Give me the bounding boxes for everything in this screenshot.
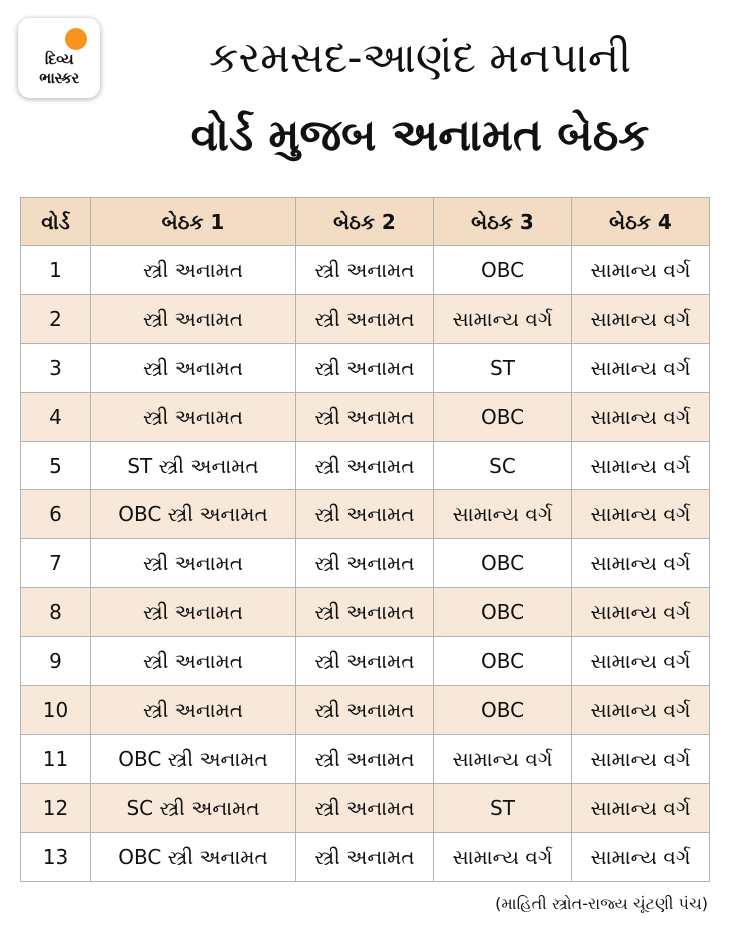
seat-cell: સ્ત્રી અનામત xyxy=(296,734,434,783)
ward-number-cell: 4 xyxy=(21,392,91,441)
seat-cell: સામાન્ય વર્ગ xyxy=(572,539,710,588)
seat-cell: સામાન્ય વર્ગ xyxy=(572,392,710,441)
seat-cell: સ્ત્રી અનામત xyxy=(296,490,434,539)
column-header: બેઠક 3 xyxy=(434,198,572,246)
seat-cell: ST xyxy=(434,783,572,832)
sun-icon xyxy=(65,28,87,50)
ward-number-cell: 11 xyxy=(21,734,91,783)
seat-cell: OBC xyxy=(434,539,572,588)
ward-number-cell: 3 xyxy=(21,343,91,392)
seat-cell: OBC xyxy=(434,588,572,637)
seat-cell: ST xyxy=(434,343,572,392)
seat-cell: સ્ત્રી અનામત xyxy=(296,294,434,343)
seat-cell: સ્ત્રી અનામત xyxy=(296,441,434,490)
seat-cell: OBC સ્ત્રી અનામત xyxy=(91,832,296,881)
seat-cell: સ્ત્રી અનામત xyxy=(296,246,434,295)
seat-cell: સ્ત્રી અનામત xyxy=(91,637,296,686)
ward-number-cell: 1 xyxy=(21,246,91,295)
column-header: બેઠક 1 xyxy=(91,198,296,246)
page-title-line-1: કરમસદ-આણંદ મનપાની xyxy=(208,33,632,82)
table-row xyxy=(21,686,710,735)
seat-cell: OBC સ્ત્રી અનામત xyxy=(91,490,296,539)
seat-cell: સામાન્ય વર્ગ xyxy=(572,686,710,735)
seat-cell: સામાન્ય વર્ગ xyxy=(434,832,572,881)
seat-cell: સ્ત્રી અનામત xyxy=(296,637,434,686)
seat-cell: સામાન્ય વર્ગ xyxy=(572,441,710,490)
column-header: વોર્ડ xyxy=(21,198,91,246)
table-row xyxy=(21,783,710,832)
seat-cell: સ્ત્રી અનામત xyxy=(296,392,434,441)
seat-cell: સ્ત્રી અનામત xyxy=(91,686,296,735)
logo-line-1: દિવ્ય xyxy=(44,50,74,68)
ward-number-cell: 10 xyxy=(21,686,91,735)
ward-number-cell: 2 xyxy=(21,294,91,343)
seat-cell: સ્ત્રી અનામત xyxy=(91,343,296,392)
ward-number-cell: 13 xyxy=(21,832,91,881)
seat-cell: OBC xyxy=(434,686,572,735)
ward-number-cell: 6 xyxy=(21,490,91,539)
table-row xyxy=(21,490,710,539)
seat-cell: સ્ત્રી અનામત xyxy=(296,588,434,637)
seat-cell: સ્ત્રી અનામત xyxy=(296,832,434,881)
seat-cell: સ્ત્રી અનામત xyxy=(91,392,296,441)
seat-cell: SC xyxy=(434,441,572,490)
seat-cell: સ્ત્રી અનામત xyxy=(91,539,296,588)
seat-cell: ST સ્ત્રી અનામત xyxy=(91,441,296,490)
logo-line-2: ભાસ્કર xyxy=(39,69,79,87)
seat-cell: સ્ત્રી અનામત xyxy=(91,246,296,295)
table-row xyxy=(21,294,710,343)
seat-cell: સ્ત્રી અનામત xyxy=(91,294,296,343)
seat-cell: સામાન્ય વર્ગ xyxy=(572,246,710,295)
ward-number-cell: 8 xyxy=(21,588,91,637)
table-row xyxy=(21,343,710,392)
seat-cell: સ્ત્રી અનામત xyxy=(296,343,434,392)
column-header: બેઠક 2 xyxy=(296,198,434,246)
seat-cell: સ્ત્રી અનામત xyxy=(91,588,296,637)
table-row xyxy=(21,588,710,637)
table-body xyxy=(21,246,710,882)
seat-cell: સામાન્ય વર્ગ xyxy=(434,734,572,783)
ward-reservation-table xyxy=(20,197,710,882)
source-note: (માહિતી સ્ત્રોત-રાજ્ય ચૂંટણી પંચ) xyxy=(495,894,708,913)
seat-cell: સામાન્ય વર્ગ xyxy=(572,588,710,637)
ward-number-cell: 5 xyxy=(21,441,91,490)
ward-number-cell: 7 xyxy=(21,539,91,588)
seat-cell: સ્ત્રી અનામત xyxy=(296,686,434,735)
divya-bhaskar-logo xyxy=(18,18,100,98)
ward-number-cell: 9 xyxy=(21,637,91,686)
seat-cell: સામાન્ય વર્ગ xyxy=(572,734,710,783)
table-row xyxy=(21,392,710,441)
seat-cell: સામાન્ય વર્ગ xyxy=(434,490,572,539)
seat-cell: સામાન્ય વર્ગ xyxy=(572,637,710,686)
seat-cell: SC સ્ત્રી અનામત xyxy=(91,783,296,832)
seat-cell: OBC xyxy=(434,246,572,295)
seat-cell: OBC સ્ત્રી અનામત xyxy=(91,734,296,783)
seat-cell: OBC xyxy=(434,392,572,441)
page-title-line-2: વોર્ડ મુજબ અનામત બેઠક xyxy=(190,110,650,161)
table-row xyxy=(21,246,710,295)
table-row xyxy=(21,637,710,686)
table-row xyxy=(21,441,710,490)
seat-cell: સામાન્ય વર્ગ xyxy=(572,832,710,881)
seat-cell: સ્ત્રી અનામત xyxy=(296,539,434,588)
column-header: બેઠક 4 xyxy=(572,198,710,246)
seat-cell: સામાન્ય વર્ગ xyxy=(572,294,710,343)
seat-cell: સામાન્ય વર્ગ xyxy=(572,490,710,539)
table-row xyxy=(21,734,710,783)
seat-cell: સામાન્ય વર્ગ xyxy=(572,783,710,832)
seat-cell: સામાન્ય વર્ગ xyxy=(572,343,710,392)
table-row xyxy=(21,539,710,588)
seat-cell: OBC xyxy=(434,637,572,686)
table-row xyxy=(21,832,710,881)
table-header-row xyxy=(21,198,710,246)
ward-number-cell: 12 xyxy=(21,783,91,832)
seat-cell: સામાન્ય વર્ગ xyxy=(434,294,572,343)
seat-cell: સ્ત્રી અનામત xyxy=(296,783,434,832)
